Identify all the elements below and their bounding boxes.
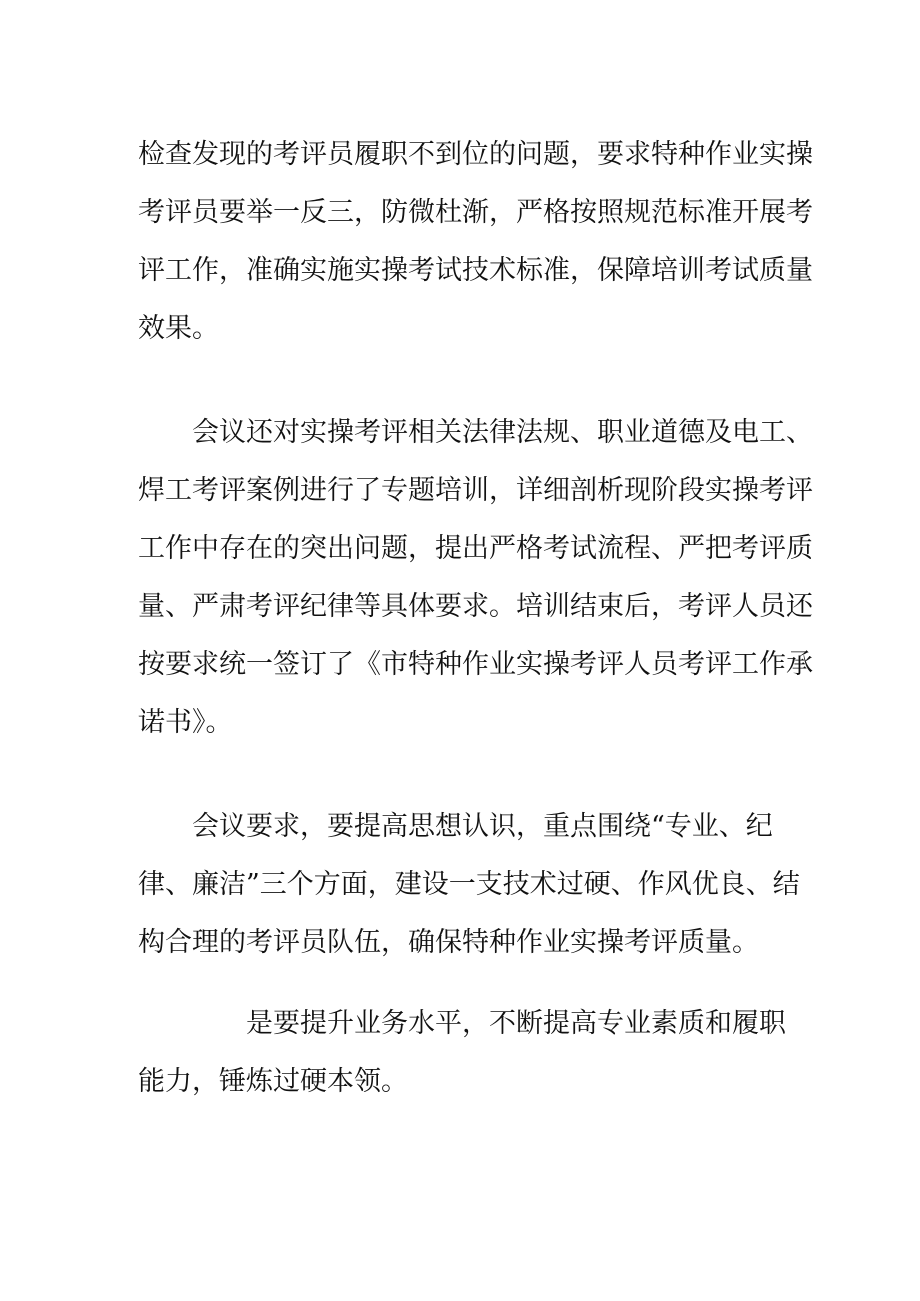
text-line: 工作中存在的突出问题，提出严格考试流程、严把考评质 xyxy=(138,533,813,564)
text-line: 考评员要举一反三，防微杜渐，严格按照规范标准开展考 xyxy=(138,197,813,228)
paragraph-1 xyxy=(138,126,813,358)
text-line: 能力，锤炼过硬本领。 xyxy=(138,1066,408,1097)
text-line: 构合理的考评员队伍，确保特种作业实操考评质量。 xyxy=(138,927,759,958)
text-line: 检查发现的考评员履职不到位的问题，要求特种作业实操 xyxy=(138,139,813,170)
text-line: 是要提升业务水平，不断提高专业素质和履职 xyxy=(138,1008,786,1039)
text-line: 量、严肃考评纪律等具体要求。培训结束后，考评人员还 xyxy=(138,591,813,622)
paragraph-3 xyxy=(138,798,800,972)
text-line: 律、廉洁”三个方面，建设一支技术过硬、作风优良、结 xyxy=(138,869,800,900)
text-line: 焊工考评案例进行了专题培训，详细剖析现阶段实操考评 xyxy=(138,475,813,506)
paragraph-4 xyxy=(138,995,786,1111)
text-line: 会议还对实操考评相关法律法规、职业道德及电工、 xyxy=(138,417,813,448)
text-line: 诺书》。 xyxy=(138,707,233,738)
paragraph-2 xyxy=(138,404,813,752)
text-line: 效果。 xyxy=(138,313,219,344)
text-line: 评工作，准确实施实操考试技术标准，保障培训考试质量 xyxy=(138,255,813,286)
text-line: 按要求统一签订了《市特种作业实操考评人员考评工作承 xyxy=(138,649,813,680)
text-line: 会议要求，要提高思想认识，重点围绕“专业、纪 xyxy=(138,811,773,842)
